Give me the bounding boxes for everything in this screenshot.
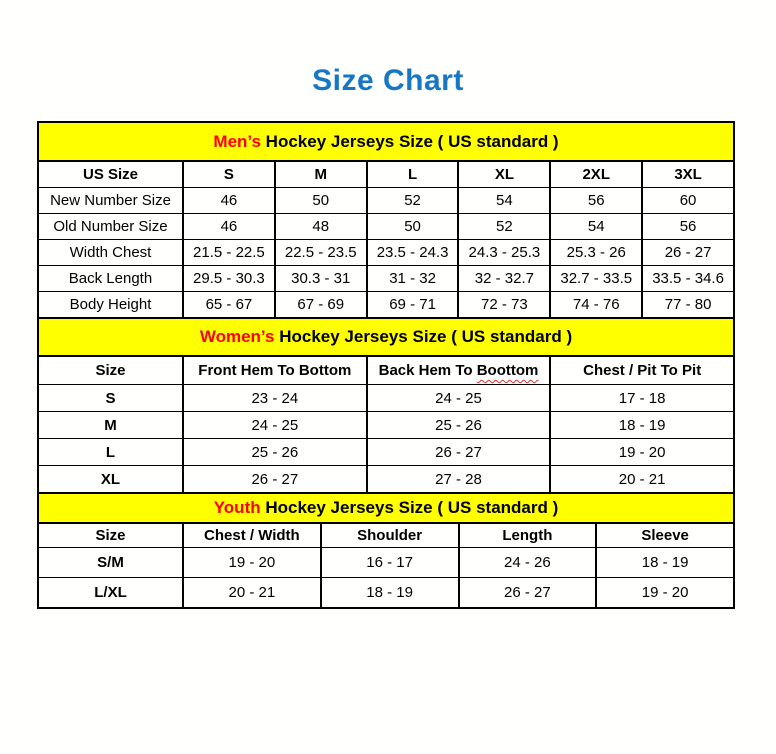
table-cell: 33.5 - 34.6 [642, 266, 734, 292]
column-header: Chest / Pit To Pit [550, 356, 734, 385]
table-cell: 26 - 27 [183, 466, 367, 494]
row-label: M [38, 412, 183, 439]
row-label: New Number Size [38, 188, 183, 214]
table-cell: 48 [275, 214, 367, 240]
table-cell: 20 - 21 [183, 578, 321, 609]
table-cell: 30.3 - 31 [275, 266, 367, 292]
size-chart-tables [37, 121, 735, 609]
womens-header-row [38, 356, 734, 385]
table-cell: 50 [367, 214, 459, 240]
table-cell: 46 [183, 188, 275, 214]
column-header: Front Hem To Bottom [183, 356, 367, 385]
table-cell: 52 [458, 214, 550, 240]
column-header: Shoulder [321, 523, 459, 548]
mens-header-row [38, 161, 734, 188]
table-cell: 26 - 27 [642, 240, 734, 266]
mens-size-table [37, 121, 735, 319]
womens-size-table [37, 317, 735, 494]
row-label: Old Number Size [38, 214, 183, 240]
table-row [38, 292, 734, 319]
table-cell: 18 - 19 [550, 412, 734, 439]
table-cell: 29.5 - 30.3 [183, 266, 275, 292]
column-header: Size [38, 356, 183, 385]
table-cell: 16 - 17 [321, 548, 459, 578]
table-cell: 24.3 - 25.3 [458, 240, 550, 266]
misspelled-word: Boottom [476, 362, 539, 379]
youth-section-accent-text: Youth [213, 498, 261, 517]
table-row [38, 548, 734, 578]
table-row [38, 466, 734, 494]
table-cell: 24 - 25 [183, 412, 367, 439]
womens-section-accent-text: Women’s [199, 327, 275, 346]
table-row [38, 214, 734, 240]
table-cell: 19 - 20 [596, 578, 734, 609]
column-header: Size [38, 523, 183, 548]
table-cell: 54 [458, 188, 550, 214]
table-cell: 18 - 19 [321, 578, 459, 609]
youth-section-header: Youth Hockey Jerseys Size ( US standard ) [38, 493, 734, 523]
table-cell: 32 - 32.7 [458, 266, 550, 292]
youth-header-row [38, 523, 734, 548]
table-cell: 25.3 - 26 [550, 240, 642, 266]
table-cell: 74 - 76 [550, 292, 642, 319]
row-label: S [38, 385, 183, 412]
table-row [38, 266, 734, 292]
table-row [38, 412, 734, 439]
column-header: Length [459, 523, 597, 548]
column-header: L [367, 161, 459, 188]
row-label: XL [38, 466, 183, 494]
table-cell: 52 [367, 188, 459, 214]
column-header: S [183, 161, 275, 188]
table-cell: 20 - 21 [550, 466, 734, 494]
table-cell: 25 - 26 [367, 412, 551, 439]
column-header: XL [458, 161, 550, 188]
column-header: 2XL [550, 161, 642, 188]
column-header: Sleeve [596, 523, 734, 548]
table-cell: 27 - 28 [367, 466, 551, 494]
table-cell: 17 - 18 [550, 385, 734, 412]
table-cell: 26 - 27 [459, 578, 597, 609]
table-cell: 65 - 67 [183, 292, 275, 319]
table-row [38, 439, 734, 466]
column-header: US Size [38, 161, 183, 188]
table-cell: 50 [275, 188, 367, 214]
table-cell: 25 - 26 [183, 439, 367, 466]
row-label: L [38, 439, 183, 466]
row-label: L/XL [38, 578, 183, 609]
table-row [38, 578, 734, 609]
row-label: Body Height [38, 292, 183, 319]
womens-section-header: Women’s Hockey Jerseys Size ( US standard ) [38, 318, 734, 356]
mens-section-accent-text: Men’s [213, 131, 261, 151]
table-cell: 46 [183, 214, 275, 240]
page-title: Size Chart [312, 64, 464, 97]
table-row [38, 188, 734, 214]
column-header: Chest / Width [183, 523, 321, 548]
column-header: Back Hem To Boottom [367, 356, 551, 385]
table-row [38, 385, 734, 412]
table-cell: 24 - 25 [367, 385, 551, 412]
table-cell: 24 - 26 [459, 548, 597, 578]
table-cell: 23 - 24 [183, 385, 367, 412]
row-label: Back Length [38, 266, 183, 292]
row-label: Width Chest [38, 240, 183, 266]
youth-size-table [37, 492, 735, 609]
table-cell: 22.5 - 23.5 [275, 240, 367, 266]
row-label: S/M [38, 548, 183, 578]
table-cell: 56 [550, 188, 642, 214]
table-cell: 26 - 27 [367, 439, 551, 466]
table-cell: 56 [642, 214, 734, 240]
table-row [38, 240, 734, 266]
table-cell: 21.5 - 22.5 [183, 240, 275, 266]
table-cell: 19 - 20 [550, 439, 734, 466]
table-cell: 54 [550, 214, 642, 240]
table-cell: 69 - 71 [367, 292, 459, 319]
mens-section-header: Men’s Hockey Jerseys Size ( US standard ) [38, 122, 734, 161]
table-cell: 60 [642, 188, 734, 214]
table-cell: 31 - 32 [367, 266, 459, 292]
table-cell: 72 - 73 [458, 292, 550, 319]
column-header: M [275, 161, 367, 188]
table-cell: 23.5 - 24.3 [367, 240, 459, 266]
table-cell: 32.7 - 33.5 [550, 266, 642, 292]
column-header: 3XL [642, 161, 734, 188]
table-cell: 18 - 19 [596, 548, 734, 578]
table-cell: 19 - 20 [183, 548, 321, 578]
table-cell: 77 - 80 [642, 292, 734, 319]
table-cell: 67 - 69 [275, 292, 367, 319]
